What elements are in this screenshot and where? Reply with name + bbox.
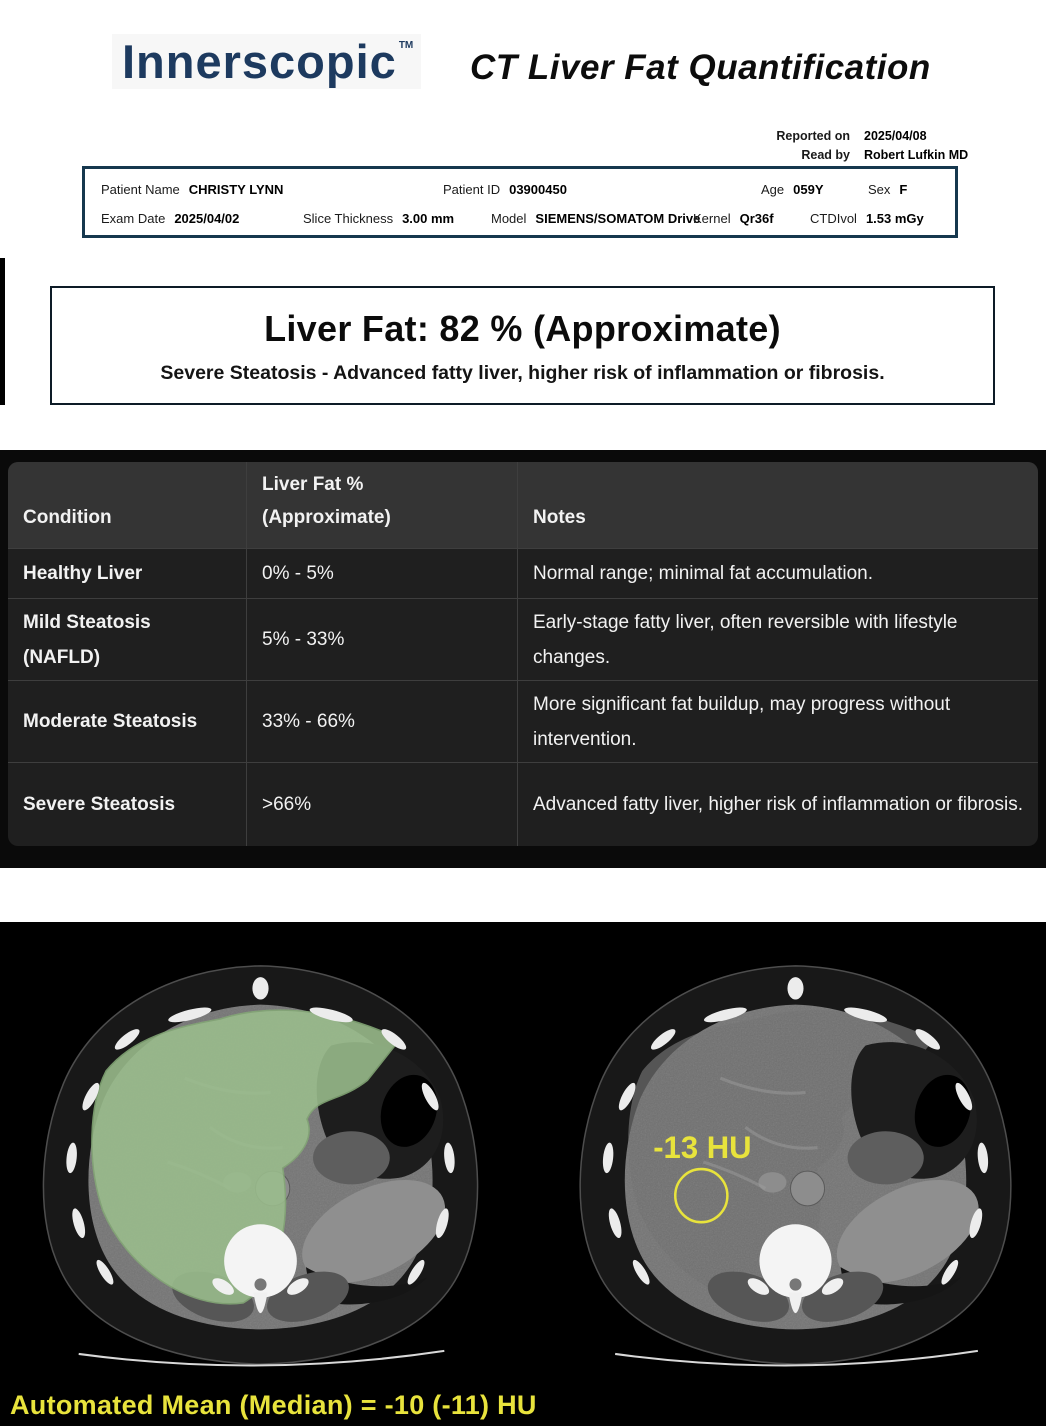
logo-wordmark: Innerscopic bbox=[122, 35, 397, 88]
age-field: Age 059Y bbox=[761, 182, 824, 197]
roi-hu-label: -13 HU bbox=[653, 1129, 752, 1165]
table-row-condition: Mild Steatosis (NAFLD) bbox=[8, 598, 247, 680]
table-row-condition: Moderate Steatosis bbox=[8, 680, 247, 762]
bowel bbox=[848, 1131, 924, 1184]
table-row-notes: Advanced fatty liver, higher risk of inflammation or fibrosis. bbox=[518, 762, 1038, 846]
severity-statement: Severe Steatosis - Advanced fatty liver, higher risk of inflammation or fibrosis. bbox=[160, 362, 885, 384]
reference-table-band bbox=[0, 450, 1046, 868]
patient-info-box bbox=[82, 166, 958, 238]
table-row-notes: More significant fat buildup, may progress without intervention. bbox=[518, 680, 1038, 762]
innerscopic-logo bbox=[112, 34, 421, 89]
read-by-value: Robert Lufkin MD bbox=[864, 148, 969, 162]
table-row-notes: Early-stage fatty liver, often reversible with lifestyle changes. bbox=[518, 598, 1038, 680]
read-by-label: Read by bbox=[801, 148, 850, 162]
table-row-notes: Normal range; minimal fat accumulation. bbox=[518, 548, 1038, 598]
model-field: Model SIEMENS/SOMATOM Drive bbox=[491, 211, 701, 226]
col-header-liver-fat: Liver Fat % (Approximate) bbox=[247, 462, 518, 548]
ct-image-left-segmented bbox=[8, 925, 513, 1405]
trademark-symbol: TM bbox=[398, 40, 414, 51]
table-row-condition: Healthy Liver bbox=[8, 548, 247, 598]
exam-date-field: Exam Date 2025/04/02 bbox=[101, 211, 240, 226]
patient-info-row-1 bbox=[85, 182, 955, 202]
table-row-range: 33% - 66% bbox=[247, 680, 518, 762]
bowel bbox=[313, 1131, 390, 1184]
table-row-condition: Severe Steatosis bbox=[8, 762, 247, 846]
slice-thickness-field: Slice Thickness 3.00 mm bbox=[303, 211, 455, 226]
patient-name-field: Patient Name CHRISTY LYNN bbox=[101, 182, 284, 197]
ct-image-band bbox=[0, 922, 1046, 1426]
patient-id-field: Patient ID 03900450 bbox=[443, 182, 567, 197]
table-row-range: >66% bbox=[247, 762, 518, 846]
table-row-range: 0% - 5% bbox=[247, 548, 518, 598]
steatosis-reference-table bbox=[8, 462, 1038, 846]
result-banner bbox=[50, 286, 995, 405]
kernel-field: Kernel Qr36f bbox=[693, 211, 774, 226]
sex-field: Sex F bbox=[868, 182, 908, 197]
reported-on-value: 2025/04/08 bbox=[864, 129, 927, 143]
report-meta bbox=[776, 127, 982, 165]
automated-mean-caption: Automated Mean (Median) = -10 (-11) HU bbox=[10, 1390, 537, 1420]
page-title: CT Liver Fat Quantification bbox=[470, 48, 931, 87]
liver-fat-result: Liver Fat: 82 % (Approximate) bbox=[264, 308, 781, 349]
film-edge-strip bbox=[0, 258, 5, 405]
reported-on-label: Reported on bbox=[776, 129, 850, 143]
col-header-notes: Notes bbox=[518, 462, 1038, 548]
col-header-condition: Condition bbox=[8, 462, 247, 548]
reported-on-row bbox=[776, 127, 982, 146]
aorta-vessel bbox=[790, 1171, 824, 1206]
read-by-row bbox=[776, 146, 982, 165]
patient-info-row-2 bbox=[85, 211, 955, 231]
ctdivol-field: CTDIvol 1.53 mGy bbox=[810, 211, 924, 226]
ct-image-right-roi bbox=[545, 925, 1046, 1405]
table-row-range: 5% - 33% bbox=[247, 598, 518, 680]
ivc-vessel bbox=[758, 1172, 786, 1192]
